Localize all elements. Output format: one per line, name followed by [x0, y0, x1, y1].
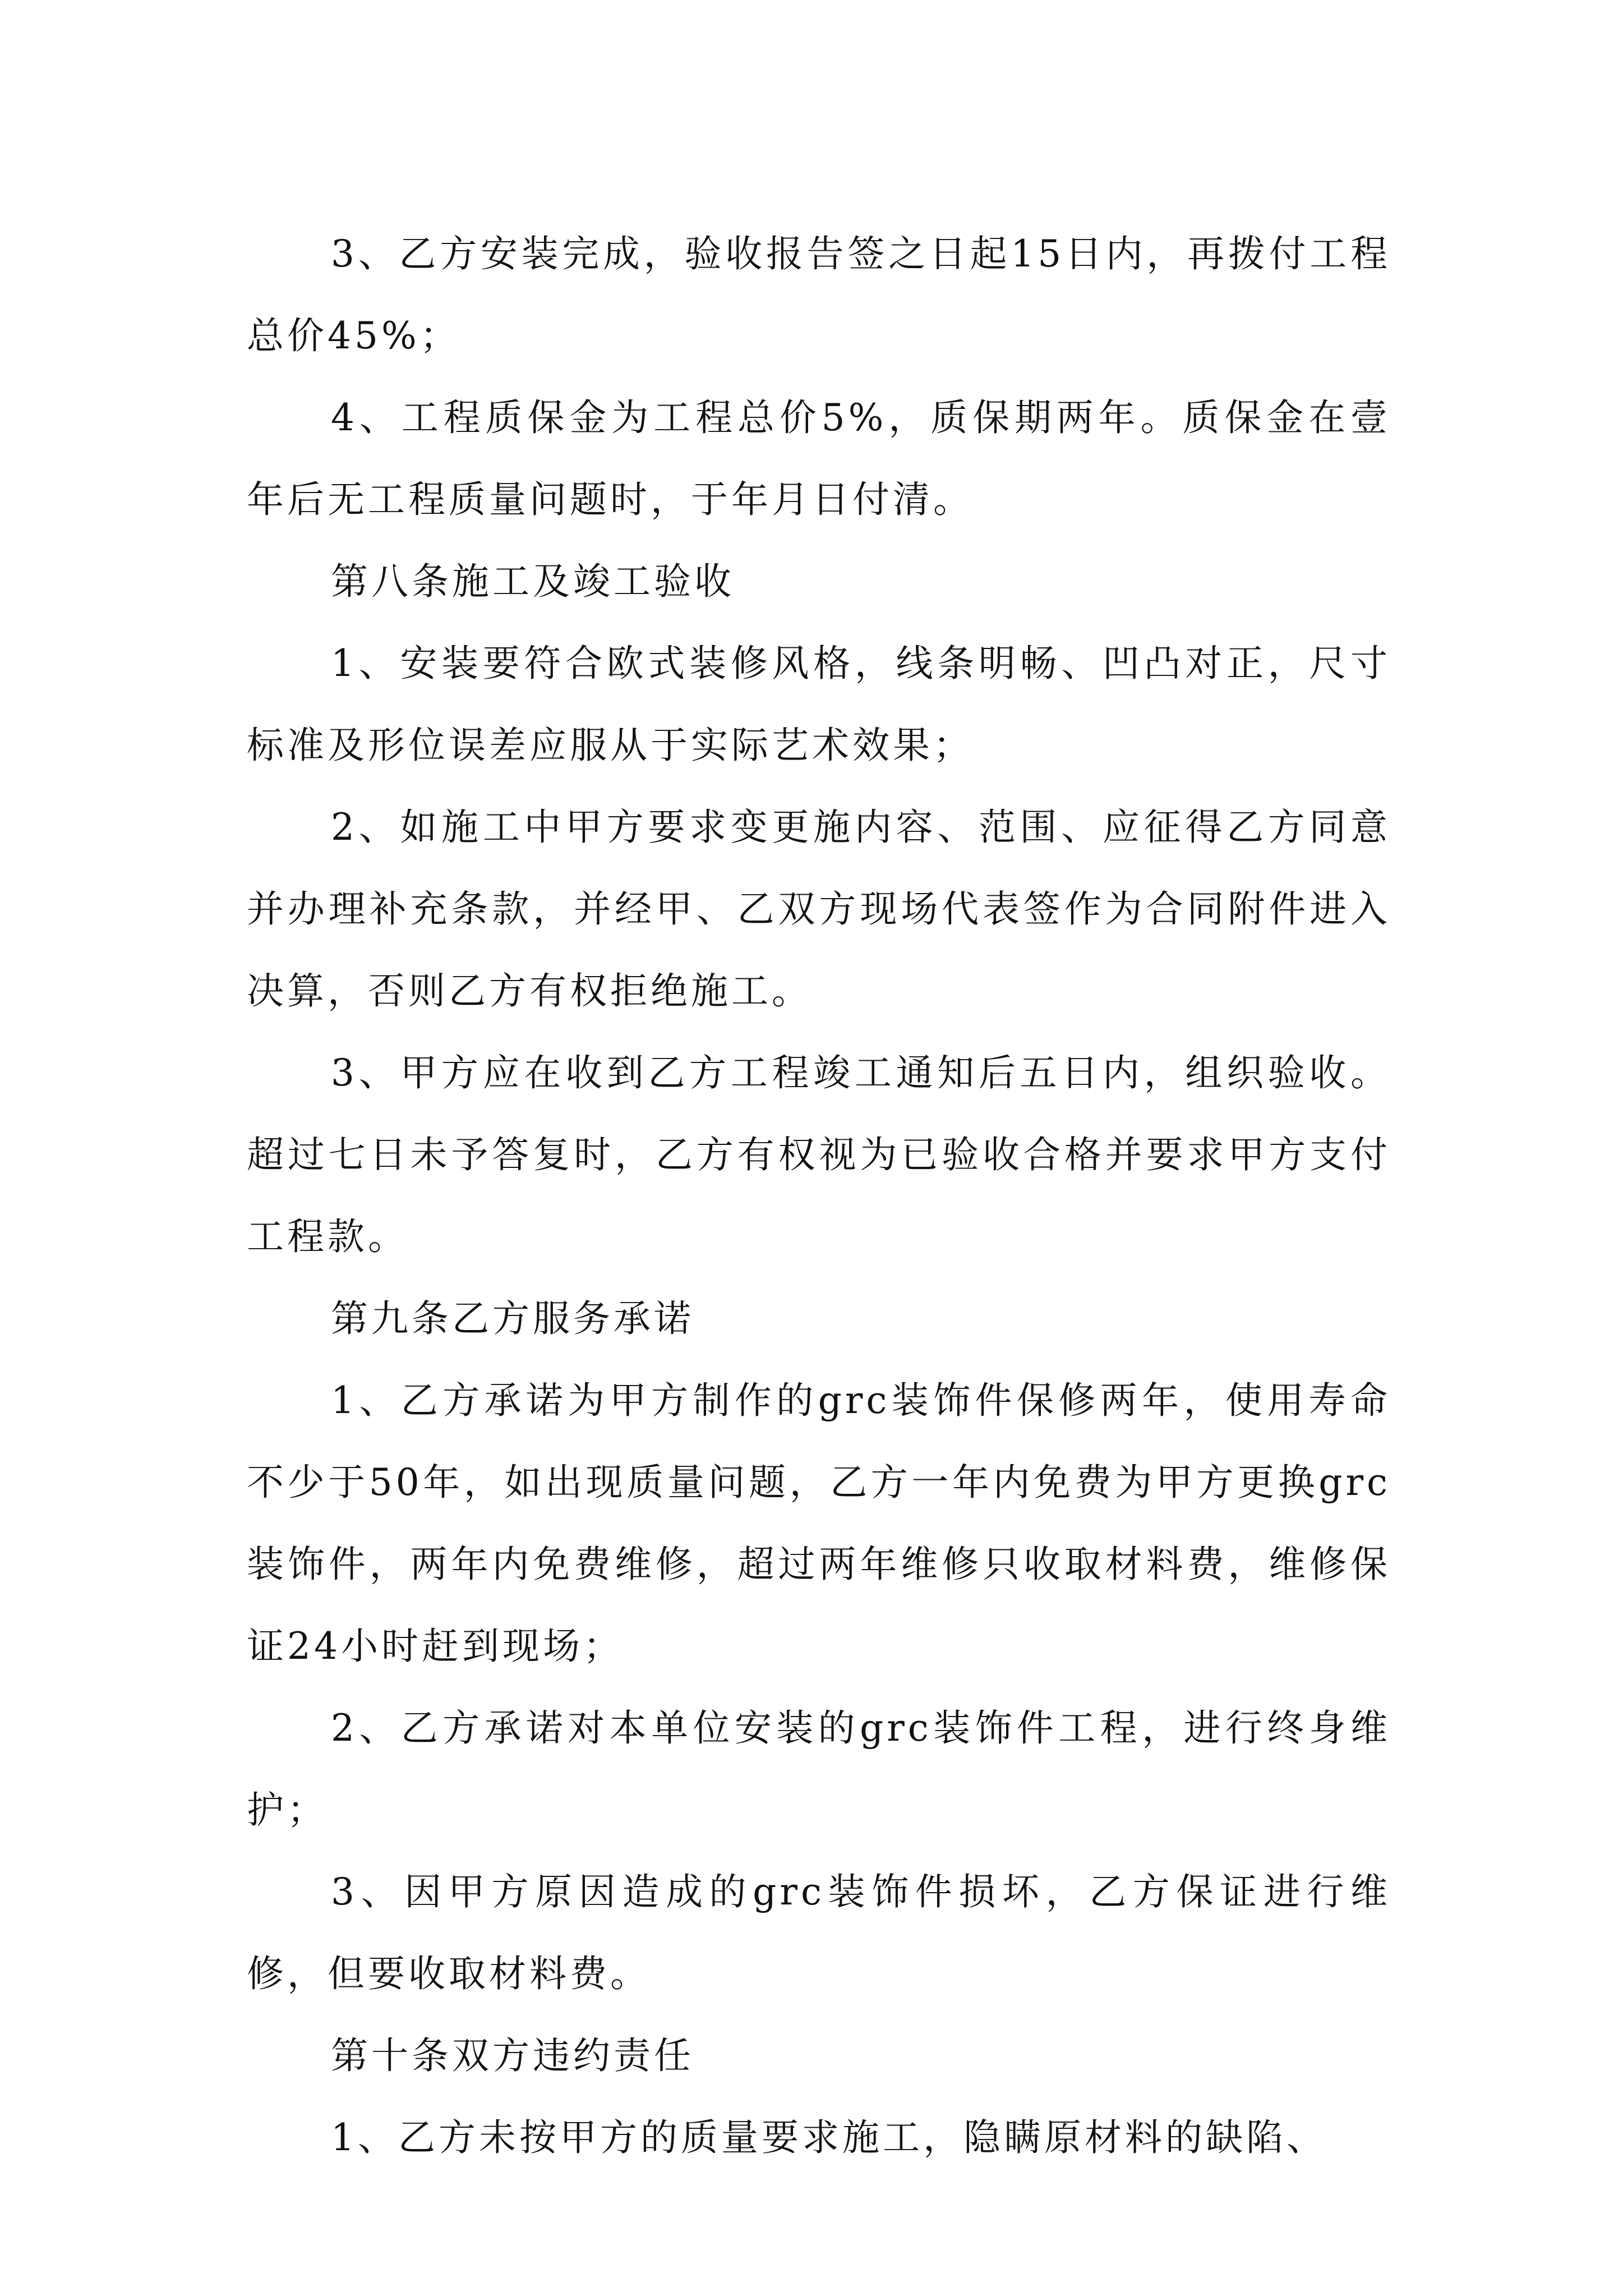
- section-heading-article-10: 第十条双方违约责任: [331, 2034, 694, 2077]
- paragraph-article-10-item-1: 1、乙方未按甲方的质量要求施工，隐瞒原材料的缺陷、: [331, 2116, 1327, 2159]
- document-body: [247, 213, 1391, 2179]
- paragraph-article-9-item-3: 3、因甲方原因造成的grc装饰件损坏，乙方保证进行维修，但要收取材料费。: [247, 1870, 1391, 1995]
- section-heading-article-8: 第八条施工及竣工验收: [331, 560, 735, 603]
- paragraph-payment-item-3: 3、乙方安装完成，验收报告签之日起15日内，再拨付工程总价45%；: [247, 232, 1391, 357]
- section-heading-article-9: 第九条乙方服务承诺: [331, 1297, 694, 1340]
- paragraph-article-9-item-2: 2、乙方承诺对本单位安装的grc装饰件工程，进行终身维护；: [247, 1706, 1391, 1832]
- paragraph-article-9-item-1: 1、乙方承诺为甲方制作的grc装饰件保修两年，使用寿命不少于50年，如出现质量问题，乙方一年内免费为甲方更换grc装饰件，两年内免费维修，超过两年维修只收取材料费，维修保证24小时赶到现场；: [247, 1379, 1391, 1668]
- paragraph-article-8-item-2: 2、如施工中甲方要求变更施内容、范围、应征得乙方同意并办理补充条款，并经甲、乙双方现场代表签作为合同附件进入决算，否则乙方有权拒绝施工。: [247, 806, 1391, 1013]
- paragraph-article-8-item-3: 3、甲方应在收到乙方工程竣工通知后五日内，组织验收。超过七日未予答复时，乙方有权视为已验收合格并要求甲方支付工程款。: [247, 1051, 1391, 1258]
- paragraph-payment-item-4: 4、工程质保金为工程总价5%，质保期两年。质保金在壹年后无工程质量问题时，于年月日付清。: [247, 396, 1391, 521]
- paragraph-article-8-item-1: 1、安装要符合欧式装修风格，线条明畅、凹凸对正，尺寸标准及形位误差应服从于实际艺术效果；: [247, 642, 1391, 767]
